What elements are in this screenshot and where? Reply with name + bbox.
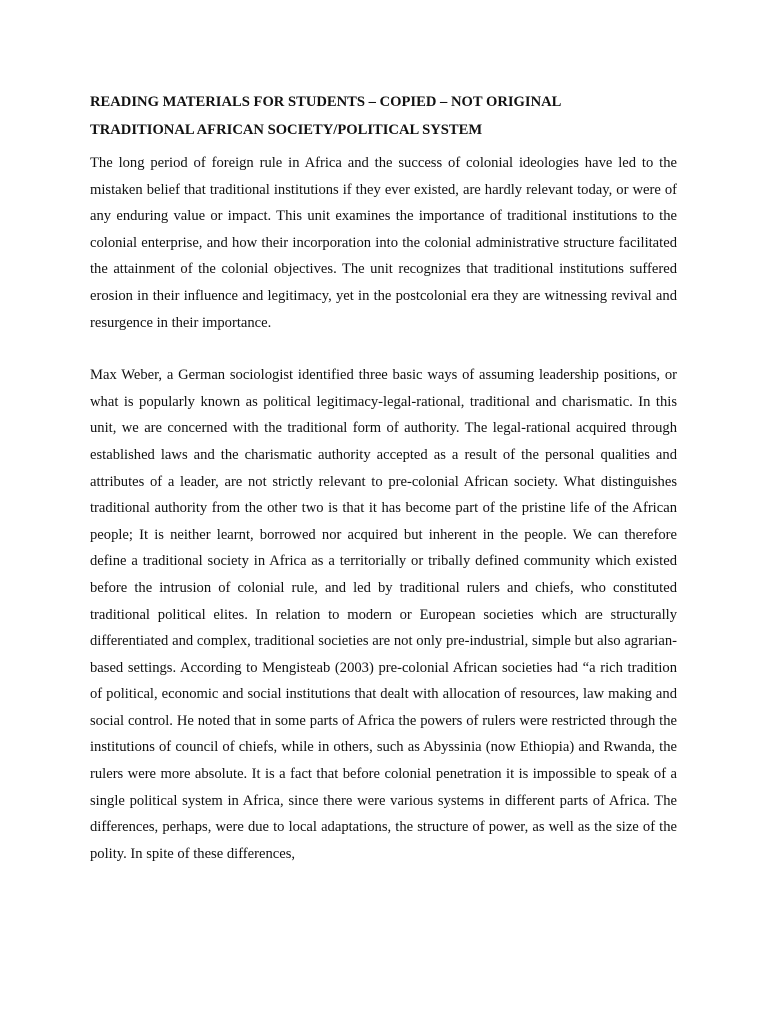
document-page (90, 92, 677, 867)
document-heading-reading-materials: READING MATERIALS FOR STUDENTS – COPIED – NOT ORIGINAL (90, 94, 562, 110)
paragraph-intro: The long period of foreign rule in Africa and the success of colonial ideologies have led to the mistaken belief that traditional institutions if they ever existed, are hardly relevant today, or were of any enduring value or impact. This unit examines the importance of traditional institutions to the colonial enterprise, and how their incorporation into the colonial administrative structure facilitated the attainment of the colonial objectives. The unit recognizes that traditional institutions suffered erosion in their influence and legitimacy, yet in the postcolonial era they are witnessing revival and resurgence in their importance. (90, 155, 677, 331)
paragraph-max-weber: Max Weber, a German sociologist identified three basic ways of assuming leadership positions, or what is popularly known as political legitimacy-legal-rational, traditional and charismatic. In this unit, we are concerned with the traditional form of authority. The legal-rational acquired through established laws and the charismatic authority accepted as a result of the personal qualities and attributes of a leader, are not strictly relevant to pre-colonial African society. What distinguishes traditional authority from the other two is that it has become part of the pristine life of the African people; It is neither learnt, borrowed nor acquired but inherent in the people. We can therefore define a traditional society in Africa as a territorially or tribally defined community which existed before the intrusion of colonial rule, and led by traditional rulers and chiefs, who constituted traditional political elites. In relation to modern or European societies which are structurally differentiated and complex, traditional societies are not only pre-industrial, simple but also agrarian-based settings. According to Mengisteab (2003) pre-colonial African societies had “a rich tradition of political, economic and social institutions that dealt with allocation of resources, law making and social control. He noted that in some parts of Africa the powers of rulers were restricted through the institutions of council of chiefs, while in others, such as Abyssinia (now Ethiopia) and Rwanda, the rulers were more absolute. It is a fact that before colonial penetration it is impossible to speak of a single political system in Africa, since there were various systems in different parts of Africa. The differences, perhaps, were due to local adaptations, the structure of power, as well as the size of the polity. In spite of these differences, (90, 367, 677, 862)
document-heading-traditional-society: TRADITIONAL AFRICAN SOCIETY/POLITICAL SYSTEM (90, 122, 483, 138)
